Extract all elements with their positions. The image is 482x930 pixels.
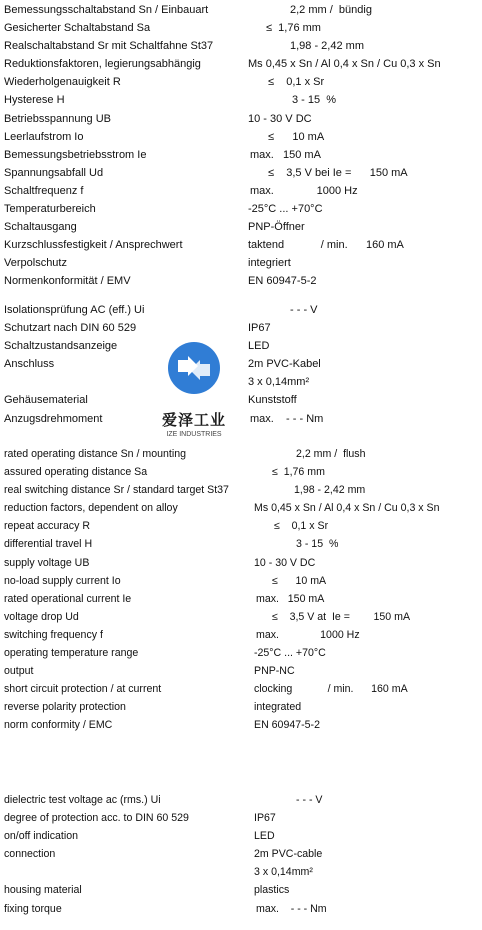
spec-row (0, 56, 482, 74)
spec-value: ≤ 0,1 x Sr (268, 76, 325, 89)
spec-row (0, 273, 482, 291)
spec-row (0, 356, 482, 374)
spec-label: connection (4, 848, 56, 861)
spec-row (0, 901, 482, 919)
spec-row (0, 536, 482, 554)
spec-value: 1,98 - 2,42 mm (294, 484, 366, 497)
english-spec-block-2 (0, 792, 482, 919)
spec-label: assured operating distance Sa (4, 466, 148, 479)
spec-row (0, 699, 482, 717)
spec-row (0, 2, 482, 20)
spec-label: operating temperature range (4, 647, 139, 660)
spec-value: ≤ 3,5 V at Ie = 150 mA (272, 610, 411, 623)
spec-row (0, 446, 482, 464)
spec-row (0, 237, 482, 255)
spec-row (0, 663, 482, 681)
spec-row (0, 392, 482, 410)
spec-value: Ms 0,45 x Sn / Al 0,4 x Sn / Cu 0,3 x Sn (254, 502, 440, 515)
spec-row (0, 302, 482, 320)
spec-value: LED (248, 340, 270, 353)
spec-label: Schutzart nach DIN 60 529 (4, 322, 137, 335)
spec-value: integrated (254, 701, 302, 714)
spec-value: ≤ 3,5 V bei Ie = 150 mA (268, 166, 408, 179)
spec-row (0, 846, 482, 864)
spec-value: 10 - 30 V DC (248, 112, 312, 125)
spec-value: taktend / min. 160 mA (248, 239, 404, 252)
spec-label: Realschaltabstand Sr mit Schaltfahne St37 (4, 40, 214, 53)
spec-value: Kunststoff (248, 394, 297, 407)
spec-label: Schaltausgang (4, 221, 77, 234)
spec-row (0, 828, 482, 846)
spec-row (0, 627, 482, 645)
spec-label: output (4, 665, 34, 678)
spec-label: Schaltfrequenz f (4, 184, 84, 197)
german-spec-block-1 (0, 2, 482, 292)
spec-label: Spannungsabfall Ud (4, 166, 104, 179)
spec-label: Schaltzustandsanzeige (4, 340, 118, 353)
spec-value: PNP-Öffner (248, 221, 305, 234)
spec-row (0, 338, 482, 356)
english-spec-block-1 (0, 446, 482, 736)
spec-label: Wiederholgenauigkeit R (4, 76, 121, 89)
spec-value: -25°C ... +70°C (248, 203, 323, 216)
spec-row (0, 464, 482, 482)
spec-row (0, 92, 482, 110)
spec-label: Temperaturbereich (4, 203, 96, 216)
spec-label: short circuit protection / at current (4, 683, 162, 696)
spec-label: rated operating distance Sn / mounting (4, 448, 186, 460)
spec-label: Isolationsprüfung AC (eff.) Ui (4, 304, 145, 316)
spec-value: ≤ 10 mA (272, 574, 327, 587)
spec-value: max. 1000 Hz (250, 184, 358, 197)
spec-value: 10 - 30 V DC (254, 556, 316, 569)
spec-row (0, 129, 482, 147)
spec-value: 3 - 15 % (296, 538, 339, 551)
spec-row (0, 201, 482, 219)
spec-row (0, 810, 482, 828)
spec-value: max. - - - Nm (250, 412, 324, 425)
spec-label: fixing torque (4, 902, 62, 915)
spec-value: clocking / min. 160 mA (254, 683, 408, 696)
spec-value: max. 1000 Hz (256, 628, 360, 641)
spec-label: differential travel H (4, 538, 93, 551)
spec-value: ≤ 0,1 x Sr (274, 520, 329, 533)
spec-label: Verpolschutz (4, 257, 67, 270)
spec-row (0, 591, 482, 609)
spec-value: Ms 0,45 x Sn / Al 0,4 x Sn / Cu 0,3 x Sn (248, 58, 441, 71)
spec-label: Reduktionsfaktoren, legierungsabhängig (4, 58, 201, 71)
spec-row (0, 147, 482, 165)
spec-value: max. 150 mA (256, 592, 325, 605)
watermark-cn-text: 爱泽工业 (161, 412, 226, 429)
spec-value: max. - - - Nm (256, 902, 327, 915)
spec-value: ≤ 10 mA (268, 130, 325, 143)
spec-row (0, 792, 482, 810)
spec-row (0, 518, 482, 536)
spec-label: Kurzschlussfestigkeit / Ansprechwert (4, 239, 183, 252)
spec-row (0, 183, 482, 201)
ize-industries-watermark-logo (158, 338, 230, 438)
spec-value: 2m PVC-Kabel (248, 358, 321, 371)
spec-value: plastics (254, 884, 290, 897)
spec-row (0, 882, 482, 900)
spec-value: PNP-NC (254, 665, 295, 678)
spec-label: Gehäusematerial (4, 394, 88, 407)
spec-value: EN 60947-5-2 (254, 719, 320, 732)
spec-row (0, 645, 482, 663)
spec-value: - - - V (290, 304, 318, 316)
spec-label: Bemessungsschaltabstand Sn / Einbauart (4, 4, 209, 16)
spec-label: dielectric test voltage ac (rms.) Ui (4, 794, 161, 806)
spec-value: EN 60947-5-2 (248, 275, 317, 288)
spec-value: LED (254, 830, 275, 843)
ize-logo-icon (158, 338, 230, 398)
spec-value: max. 150 mA (250, 148, 321, 161)
spec-label: reverse polarity protection (4, 701, 126, 714)
spec-label: voltage drop Ud (4, 610, 79, 623)
spec-value: 2m PVC-cable (254, 848, 323, 861)
spec-row (0, 20, 482, 38)
spec-label: norm conformity / EMC (4, 719, 113, 732)
spec-label: real switching distance Sr / standard target St37 (4, 484, 229, 497)
spec-value: 1,98 - 2,42 mm (290, 40, 364, 53)
spec-label: no-load supply current Io (4, 574, 121, 587)
spec-row (0, 111, 482, 129)
spec-row (0, 717, 482, 735)
spec-label: on/off indication (4, 830, 79, 843)
spec-label: Gesicherter Schaltabstand Sa (4, 22, 151, 35)
spec-value: 2,2 mm / bündig (290, 4, 372, 16)
spec-label: housing material (4, 884, 82, 897)
spec-label: Normenkonformität / EMV (4, 275, 131, 288)
spec-value: 3 x 0,14mm² (254, 866, 313, 879)
spec-label: Anzugsdrehmoment (4, 412, 103, 425)
spec-row (0, 573, 482, 591)
spec-row (0, 411, 482, 429)
spec-label: degree of protection acc. to DIN 60 529 (4, 812, 189, 825)
spec-row (0, 320, 482, 338)
spec-row (0, 864, 482, 882)
spec-row (0, 165, 482, 183)
spec-row (0, 38, 482, 56)
spec-value: -25°C ... +70°C (254, 647, 326, 660)
spec-value: - - - V (296, 794, 323, 806)
german-spec-block-2 (0, 302, 482, 429)
spec-label: Anschluss (4, 358, 55, 371)
spec-row (0, 555, 482, 573)
spec-value: ≤ 1,76 mm (272, 466, 325, 479)
spec-value: IP67 (248, 322, 271, 335)
spec-row (0, 374, 482, 392)
spec-row (0, 500, 482, 518)
spec-row (0, 482, 482, 500)
spec-label: switching frequency f (4, 628, 103, 641)
spec-value: 3 x 0,14mm² (248, 376, 310, 389)
spec-label: Betriebsspannung UB (4, 112, 112, 125)
spec-row (0, 681, 482, 699)
spec-label: Leerlaufstrom Io (4, 130, 84, 143)
spec-value: 2,2 mm / flush (296, 448, 366, 460)
spec-value: IP67 (254, 812, 276, 825)
spec-label: rated operational current Ie (4, 592, 132, 605)
spec-row (0, 74, 482, 92)
spec-row (0, 219, 482, 237)
spec-value: integriert (248, 257, 291, 270)
spec-label: Bemessungsbetriebsstrom Ie (4, 148, 147, 161)
spec-value: 3 - 15 % (292, 94, 337, 107)
spec-label: supply voltage UB (4, 556, 90, 569)
spec-row (0, 255, 482, 273)
spec-label: reduction factors, dependent on alloy (4, 502, 178, 515)
spec-value: ≤ 1,76 mm (266, 22, 321, 35)
spec-label: repeat accuracy R (4, 520, 90, 533)
watermark-en-text: IZE INDUSTRIES (166, 431, 222, 438)
spec-label: Hysterese H (4, 94, 65, 107)
spec-row (0, 609, 482, 627)
